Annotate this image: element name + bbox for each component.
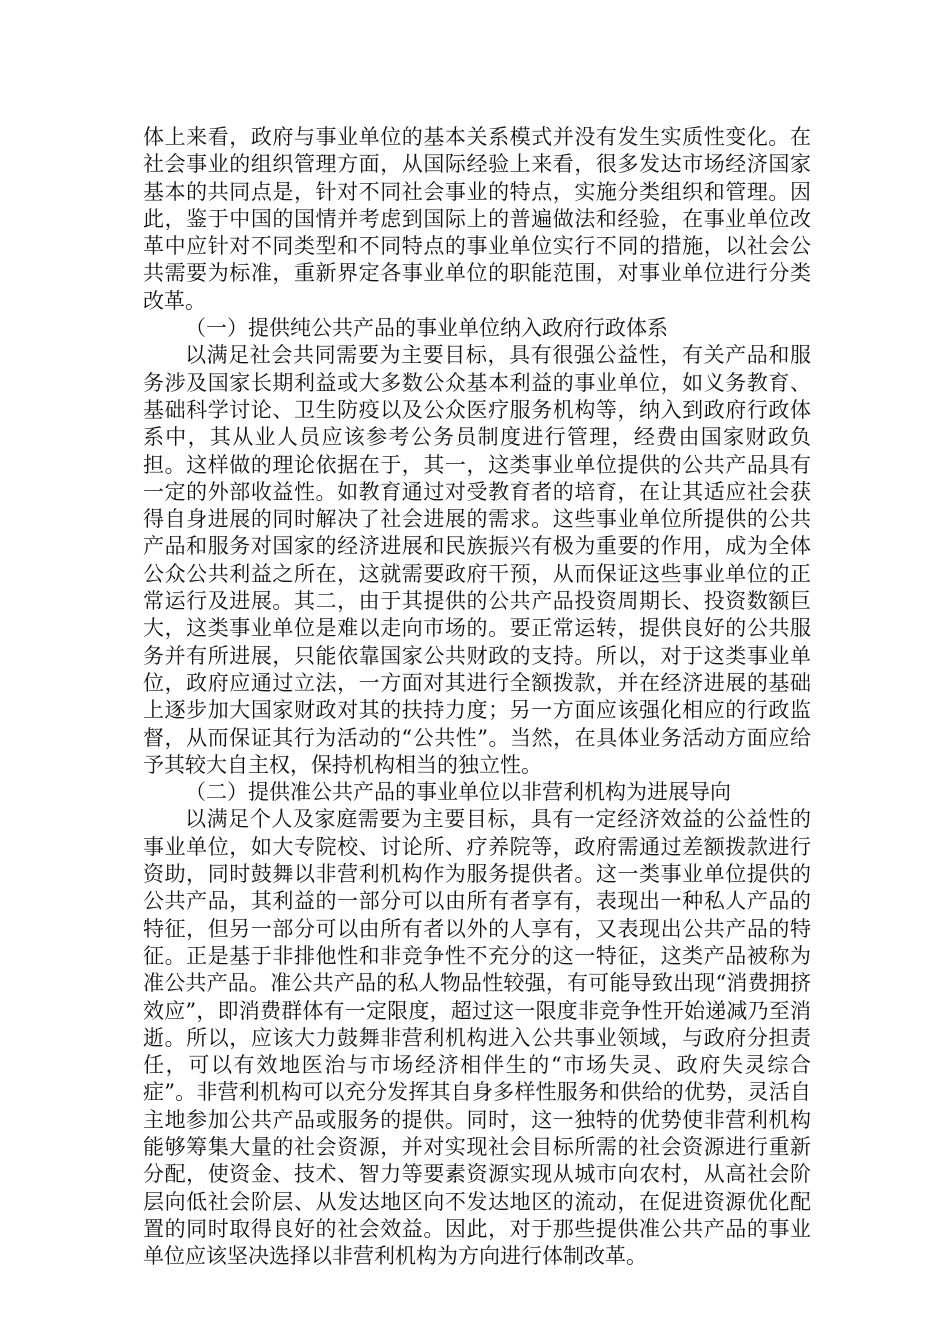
section-heading-1: （一）提供纯公共产品的事业单位纳入政府行政体系 [185,316,668,341]
paragraph-section-1: 以满足社会共同需要为主要目标，具有很强公益性，有关产品和服务涉及国家长期利益或大多数公众基本利益的事业单位，如义务教育、基础科学讨论、卫生防疫以及公众医疗服务机构等，纳入到政府行政体系中，其从业人员应该参考公务员制度进行管理，经费由国家财政负担。这样做的理论依据在于，其一，这类事业单位提供的公共产品具有一定的外部收益性。如教育通过对受教育者的培育，在让其适应社会获得自身进展的同时解决了社会进展的需求。这些事业单位所提供的公共产品和服务对国家的经济进展和民族振兴有极为重要的作用，成为全体公众公共利益之所在，这就需要政府干预，从而保证这些事业单位的正常运行及进展。其二，由于其提供的公共产品投资周期长、投资数额巨大，这类事业单位是难以走向市场的。要正常运转，提供良好的公共服务并有所进展，只能依靠国家公共财政的支持。所以，对于这类事业单位，政府应通过立法，一方面对其进行全额拨款，并在经济进展的基础上逐步加大国家财政对其的扶持力度；另一方面应该强化相应的行政监督，从而保证其行为活动的“公共性”。当然，在具体业务活动方面应给予其较大自主权，保持机构相当的独立性。 [143,343,811,777]
document-body [143,124,811,1270]
section-heading-2: （二）提供准公共产品的事业单位以非营利机构为进展导向 [185,780,731,805]
paragraph-section-2: 以满足个人及家庭需要为主要目标，具有一定经济效益的公益性的事业单位，如大专院校、讨论所、疗养院等，政府需通过差额拨款进行资助，同时鼓舞以非营利机构作为服务提供者。这一类事业单位提供的公共产品，其利益的一部分可以由所有者享有，表现出一种私人产品的特征，但另一部分可以由所有者以外的人享有，又表现出公共产品的特征。正是基于非排他性和非竞争性不充分的这一特征，这类产品被称为准公共产品。准公共产品的私人物品性较强，有可能导致出现“消费拥挤效应”，即消费群体有一定限度，超过这一限度非竞争性开始递减乃至消逝。所以，应该大力鼓舞非营利机构进入公共事业领域，与政府分担责任，可以有效地医治与市场经济相伴生的“市场失灵、政府失灵综合症”。非营利机构可以充分发挥其自身多样性服务和供给的优势，灵活自主地参加公共产品或服务的提供。同时，这一独特的优势使非营利机构能够筹集大量的社会资源，并对实现社会目标所需的社会资源进行重新分配，使资金、技术、智力等要素资源实现从城市向农村，从高社会阶层向低社会阶层、从发达地区向不发达地区的流动，在促进资源优化配置的同时取得良好的社会效益。因此，对于那些提供准公共产品的事业单位应该坚决选择以非营利机构为方向进行体制改革。 [143,807,811,1269]
paragraph-continuation: 体上来看，政府与事业单位的基本关系模式并没有发生实质性变化。在社会事业的组织管理方面，从国际经验上来看，很多发达市场经济国家基本的共同点是，针对不同社会事业的特点，实施分类组织和管理。因此，鉴于中国的国情并考虑到国际上的普遍做法和经验，在事业单位改革中应针对不同类型和不同特点的事业单位实行不同的措施，以社会公共需要为标准，重新界定各事业单位的职能范围，对事业单位进行分类改革。 [143,125,811,313]
